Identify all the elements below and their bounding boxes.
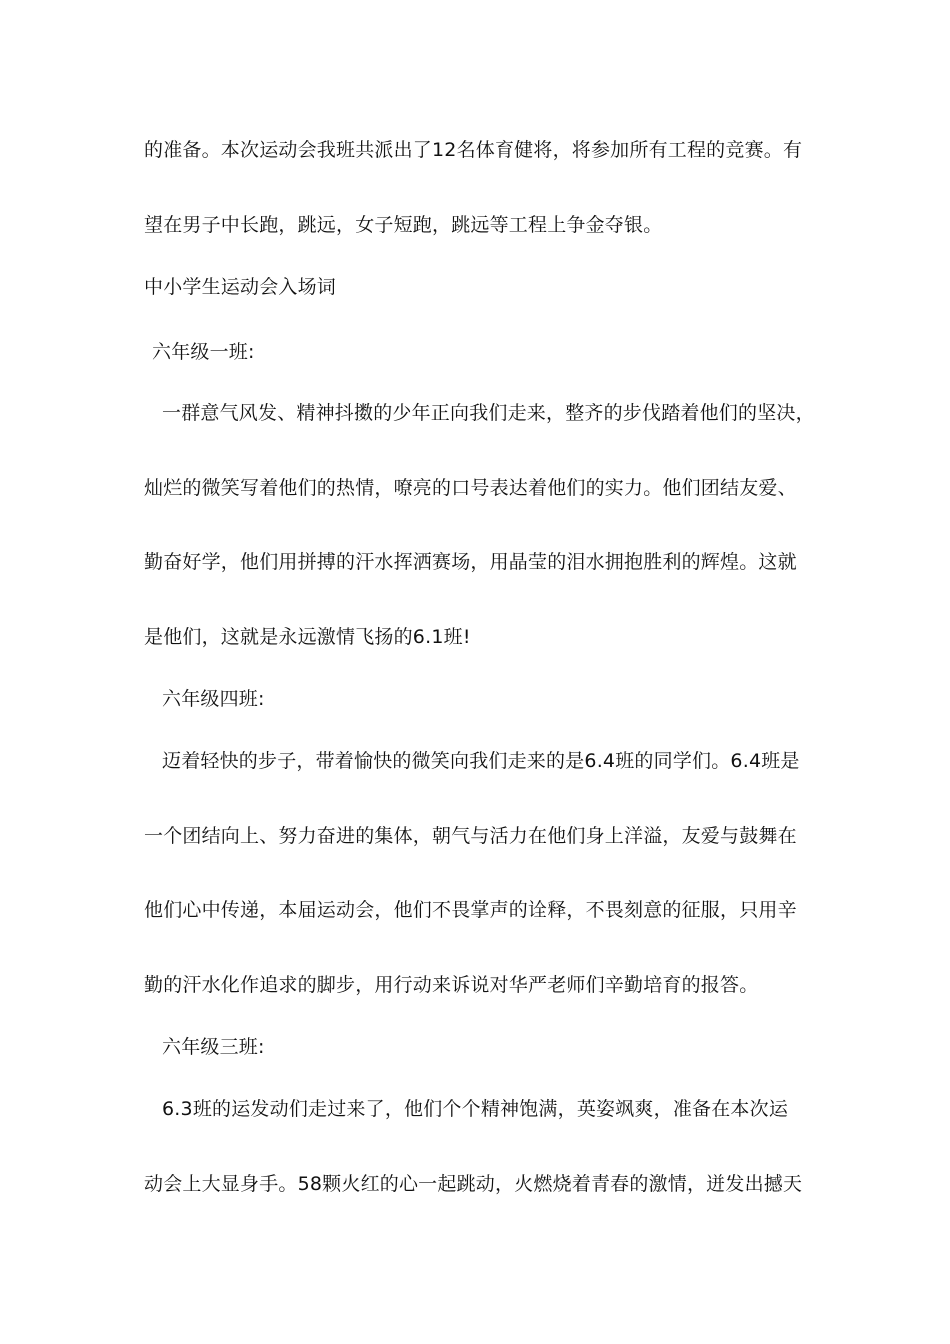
text-line-10: 迈着轻快的步子，带着愉快的微笑向我们走来的是6.4班的同学们。6.4班是 — [162, 750, 800, 772]
text-line-6: 灿烂的微笑写着他们的热情，嘹亮的口号表达着他们的实力。他们团结友爱、 — [144, 477, 797, 499]
section-heading: 中小学生运动会入场词 — [144, 276, 337, 298]
class-heading-6-3: 六年级三班: — [162, 1036, 265, 1058]
text-line-8: 是他们，这就是永远激情飞扬的6.1班! — [144, 626, 471, 648]
text-line-5: 一群意气风发、精神抖擞的少年正向我们走来，整齐的步伐踏着他们的坚决， — [162, 402, 815, 424]
text-line-11: 一个团结向上、努力奋进的集体，朝气与活力在他们身上洋溢，友爱与鼓舞在 — [144, 825, 797, 847]
class-heading-6-4: 六年级四班: — [162, 688, 265, 710]
class-heading-6-1: 六年级一班: — [152, 341, 255, 363]
text-line-16: 动会上大显身手。58颗火红的心一起跳动，火燃烧着青春的激情，迸发出撼天 — [144, 1173, 803, 1195]
text-line-1: 的准备。本次运动会我班共派出了12名体育健将，将参加所有工程的竞赛。有 — [144, 139, 803, 161]
text-line-15: 6.3班的运发动们走过来了，他们个个精神饱满，英姿飒爽，准备在本次运 — [162, 1098, 789, 1120]
text-line-2: 望在男子中长跑，跳远，女子短跑，跳远等工程上争金夺银。 — [144, 214, 663, 236]
text-line-12: 他们心中传递，本届运动会，他们不畏掌声的诠释，不畏刻意的征服，只用辛 — [144, 899, 797, 921]
text-line-7: 勤奋好学，他们用拼搏的汗水挥洒赛场，用晶莹的泪水拥抱胜利的辉煌。这就 — [144, 551, 797, 573]
text-line-13: 勤的汗水化作追求的脚步，用行动来诉说对华严老师们辛勤培育的报答。 — [144, 974, 759, 996]
